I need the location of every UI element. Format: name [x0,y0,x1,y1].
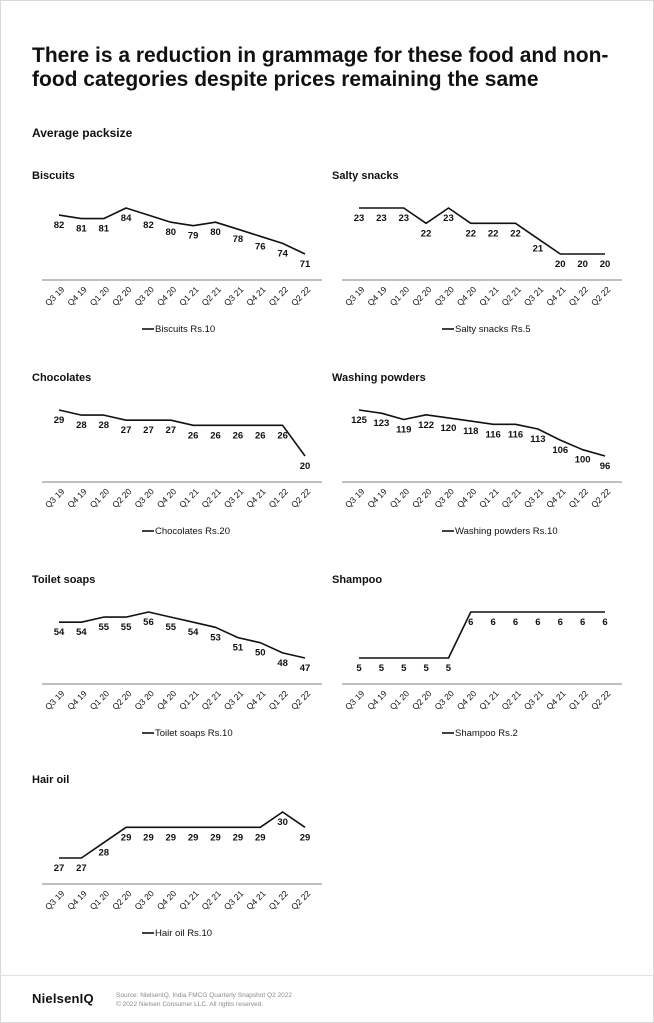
x-tick-label: Q1 22 [266,284,291,308]
data-label: 27 [76,863,87,874]
data-label: 80 [165,227,177,239]
x-tick-label: Q3 20 [132,888,156,912]
data-label: 48 [277,657,288,669]
x-tick-label: Q2 20 [110,688,134,712]
x-tick-label: Q2 22 [288,486,313,510]
chart-toilet-soaps [32,574,332,774]
data-label: 55 [98,622,110,634]
x-tick-label: Q1 21 [177,486,201,510]
chart-panel-salty-snacks [332,170,632,370]
chart-title: Washing powders [332,372,426,384]
data-label: 106 [552,445,569,457]
data-label: 27 [53,863,65,874]
data-label: 84 [120,213,132,224]
x-tick-label: Q4 20 [454,688,479,712]
x-tick-label: Q2 21 [199,888,223,912]
x-tick-label: Q2 20 [110,284,134,308]
legend-label: Washing powders Rs.10 [455,526,558,537]
series-line [59,612,305,658]
x-tick-label: Q4 20 [454,284,479,308]
data-label: 53 [210,632,221,644]
data-label: 123 [373,418,390,430]
data-label: 54 [76,627,87,639]
data-label: 55 [120,622,132,634]
x-tick-label: Q3 21 [221,486,246,510]
x-tick-label: Q4 21 [244,284,268,308]
data-label: 28 [98,420,110,432]
chart-shampoo [332,574,632,774]
data-label: 78 [232,234,244,246]
x-tick-label: Q3 19 [42,284,67,308]
x-tick-label: Q4 21 [244,888,268,912]
data-label: 21 [532,243,544,255]
x-tick-label: Q3 21 [521,688,546,712]
x-tick-label: Q2 22 [288,284,313,308]
x-tick-label: Q4 19 [65,284,89,308]
x-tick-label: Q4 19 [365,284,389,308]
source-note: Source: NielsenIQ, India FMCG Quarterly Snapshot Q2 2022 [116,992,292,999]
data-label: 119 [396,424,412,436]
data-label: 120 [440,422,457,434]
data-label: 22 [487,228,499,240]
chart-salty-snacks [332,170,632,370]
data-label: 6 [602,617,608,628]
x-tick-label: Q1 22 [266,888,291,912]
data-label: 29 [165,832,177,844]
x-tick-label: Q3 20 [432,688,456,712]
x-tick-label: Q2 20 [410,284,434,308]
x-tick-label: Q4 20 [454,486,479,510]
x-tick-label: Q2 22 [588,284,613,308]
page-title: There is a reduction in grammage for these food and non-food categories despite prices remaining the same [32,44,609,91]
data-label: 54 [53,627,65,639]
x-tick-label: Q1 21 [177,284,201,308]
x-tick-label: Q1 20 [87,486,112,510]
data-label: 27 [165,425,177,437]
chart-panel-hair-oil [32,774,332,974]
data-label: 29 [53,415,65,426]
x-tick-label: Q4 21 [544,486,568,510]
data-label: 116 [485,429,501,441]
data-label: 23 [398,213,410,224]
x-tick-label: Q3 20 [132,688,156,712]
data-label: 29 [232,832,244,844]
data-label: 23 [376,213,387,224]
x-tick-label: Q1 21 [177,688,201,712]
chart-washing-powders [332,372,632,572]
x-tick-label: Q3 21 [221,284,246,308]
data-label: 81 [76,223,87,235]
data-label: 29 [187,832,199,844]
data-label: 5 [356,663,362,674]
chart-panel-toilet-soaps [32,574,332,774]
legend-label: Hair oil Rs.10 [155,928,213,939]
data-label: 22 [510,228,521,240]
x-tick-label: Q3 19 [342,284,367,308]
data-label: 96 [599,461,611,472]
page-subtitle: Average packsize [32,126,133,140]
copyright-note: © 2022 Nielsen Consumer LLC. All rights reserved. [116,1001,264,1008]
x-tick-label: Q1 20 [387,284,412,308]
data-label: 29 [120,832,132,844]
data-label: 80 [210,227,221,239]
x-tick-label: Q4 20 [154,688,179,712]
nielseniq-logo: NielsenIQ [32,991,94,1006]
data-label: 26 [254,430,266,442]
data-label: 55 [165,622,177,634]
series-line [59,812,305,858]
chart-title: Hair oil [32,774,70,786]
chart-panel-washing-powders [332,372,632,572]
data-label: 20 [599,259,611,270]
x-tick-label: Q4 21 [244,486,268,510]
x-tick-label: Q2 22 [288,888,313,912]
x-tick-label: Q4 20 [154,888,179,912]
x-tick-label: Q2 20 [110,486,134,510]
data-label: 6 [468,617,474,628]
data-label: 113 [530,434,546,446]
data-label: 54 [187,627,199,639]
x-tick-label: Q1 21 [477,688,501,712]
data-label: 30 [277,817,288,828]
data-label: 82 [53,220,65,232]
x-tick-label: Q3 19 [342,688,367,712]
chart-title: Chocolates [32,372,92,384]
chart-panel-chocolates [32,372,332,572]
data-label: 6 [557,617,563,628]
x-tick-label: Q3 20 [132,284,156,308]
x-tick-label: Q1 20 [87,284,112,308]
chart-chocolates [32,372,332,572]
data-label: 79 [187,230,199,242]
data-label: 71 [299,259,311,270]
x-tick-label: Q3 21 [521,284,546,308]
data-label: 51 [232,642,244,654]
x-tick-label: Q2 22 [288,688,313,712]
x-tick-label: Q3 20 [432,486,456,510]
x-tick-label: Q4 19 [65,688,89,712]
x-tick-label: Q3 19 [42,486,67,510]
x-tick-label: Q1 20 [87,888,112,912]
legend-label: Shampoo Rs.2 [455,728,518,739]
data-label: 6 [490,617,496,628]
chart-panel-shampoo [332,574,632,774]
data-label: 26 [277,430,288,442]
x-tick-label: Q1 21 [477,486,501,510]
data-label: 5 [445,663,452,674]
data-label: 125 [351,415,367,426]
x-tick-label: Q4 19 [365,688,389,712]
data-label: 20 [554,259,566,270]
data-label: 20 [299,461,311,472]
data-label: 23 [443,213,454,224]
legend-label: Salty snacks Rs.5 [455,324,531,335]
x-tick-label: Q2 21 [499,284,523,308]
x-tick-label: Q2 21 [499,688,523,712]
data-label: 5 [423,663,429,674]
x-tick-label: Q4 20 [154,486,179,510]
data-label: 82 [143,220,154,232]
data-label: 6 [579,617,586,628]
x-tick-label: Q3 19 [42,888,67,912]
data-label: 22 [465,228,477,240]
x-tick-label: Q1 21 [477,284,501,308]
x-tick-label: Q1 22 [566,284,591,308]
data-label: 27 [120,425,132,437]
x-tick-label: Q1 22 [566,486,591,510]
x-tick-label: Q1 22 [266,486,291,510]
x-tick-label: Q1 20 [87,688,112,712]
data-label: 116 [507,429,524,441]
data-label: 100 [574,454,591,466]
legend-label: Chocolates Rs.20 [155,526,230,537]
x-tick-label: Q4 21 [544,284,568,308]
x-tick-label: Q1 22 [266,688,291,712]
x-tick-label: Q1 21 [177,888,201,912]
legend-label: Biscuits Rs.10 [155,324,216,335]
x-tick-label: Q3 20 [132,486,156,510]
data-label: 5 [378,663,385,674]
footer-source [116,991,292,1009]
data-label: 47 [299,663,311,674]
x-tick-label: Q1 20 [387,486,412,510]
chart-hair-oil [32,774,332,974]
footer-divider [0,975,654,976]
series-line [359,612,608,658]
x-tick-label: Q2 21 [499,486,523,510]
data-label: 6 [512,617,519,628]
x-tick-label: Q2 20 [410,486,434,510]
data-label: 22 [420,228,432,240]
data-label: 27 [143,425,154,437]
data-label: 26 [210,430,221,442]
data-label: 28 [76,420,87,432]
chart-panel-biscuits [32,170,332,370]
x-tick-label: Q2 21 [199,486,223,510]
data-label: 118 [463,426,479,438]
x-tick-label: Q3 21 [521,486,546,510]
data-label: 6 [535,617,541,628]
data-label: 74 [277,248,288,260]
data-label: 76 [254,241,266,253]
chart-title: Shampoo [332,574,383,586]
data-label: 50 [254,647,266,659]
data-label: 29 [143,832,154,844]
x-tick-label: Q1 22 [566,688,591,712]
chart-title: Salty snacks [332,170,399,182]
x-tick-label: Q1 20 [387,688,412,712]
x-tick-label: Q2 22 [588,688,613,712]
data-label: 23 [353,213,365,224]
x-tick-label: Q4 19 [365,486,389,510]
data-label: 5 [401,663,407,674]
x-tick-label: Q2 22 [588,486,613,510]
x-tick-label: Q3 19 [342,486,367,510]
x-tick-label: Q4 19 [65,888,89,912]
legend-label: Toilet soaps Rs.10 [155,728,233,739]
chart-title: Toilet soaps [32,574,96,586]
data-label: 20 [577,259,588,270]
series-line [59,410,305,456]
data-label: 56 [143,617,154,628]
data-label: 29 [210,832,221,844]
data-label: 122 [418,419,435,431]
chart-title: Biscuits [32,170,75,182]
chart-biscuits [32,170,332,370]
x-tick-label: Q2 20 [410,688,434,712]
data-label: 28 [98,847,110,859]
x-tick-label: Q4 21 [244,688,268,712]
data-label: 26 [232,430,244,442]
x-tick-label: Q3 20 [432,284,456,308]
x-tick-label: Q4 20 [154,284,179,308]
x-tick-label: Q2 21 [199,284,223,308]
data-label: 26 [187,430,199,442]
series-line [359,208,605,254]
x-tick-label: Q3 21 [221,688,246,712]
x-tick-label: Q2 20 [110,888,134,912]
series-line [59,208,305,254]
x-tick-label: Q3 19 [42,688,67,712]
x-tick-label: Q2 21 [199,688,223,712]
data-label: 29 [299,832,311,844]
x-tick-label: Q3 21 [221,888,246,912]
x-tick-label: Q4 19 [65,486,89,510]
x-tick-label: Q4 21 [544,688,568,712]
data-label: 29 [254,832,266,844]
data-label: 81 [98,223,110,235]
